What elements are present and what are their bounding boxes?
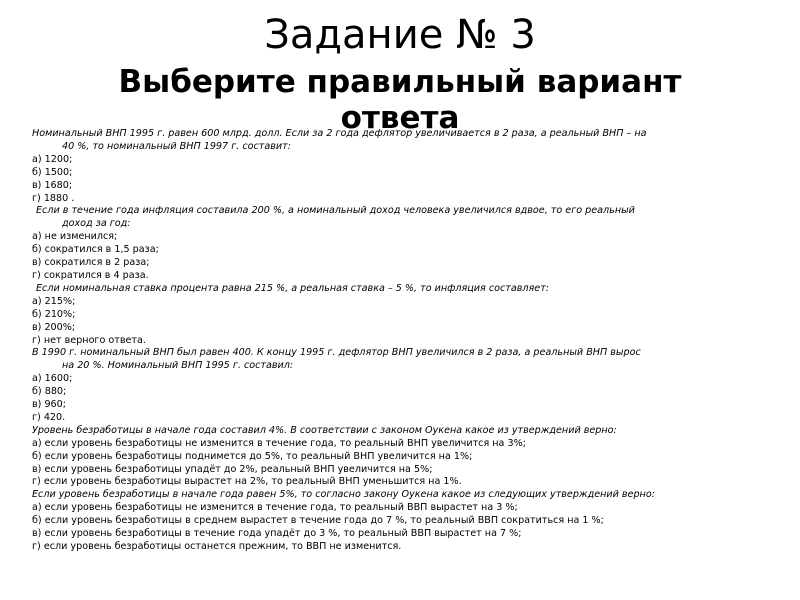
question-2-option-d: г) сократился в 4 раза. [32,269,149,281]
question-4-prompt-line-1: В 1990 г. номинальный ВНП был равен 400. К концу 1995 г. дефлятор ВНП увеличился в 2 раза, а реальный ВНП вырос [32,347,641,359]
question-4-option-b: б) 880; [32,386,67,398]
question-3-prompt: Если номинальная ставка процента равна 215 %, а реальная ставка – 5 %, то инфляция составляет: [36,282,550,294]
question-6-option-c: в) если уровень безработицы в течение года упадёт до 3 %, то реальный ВВП вырастет на 7 %; [32,528,522,540]
question-2-prompt-line-1: Если в течение года инфляция составила 200 %, а номинальный доход человека увеличился вдвое, то его реальный [36,205,635,217]
question-1-option-c: в) 1680; [32,179,73,191]
question-5-option-a: а) если уровень безработицы не изменится в течение года, то реальный ВНП увеличится на 3%; [32,437,526,449]
page-title: Задание № 3 [264,12,536,58]
question-6-option-d: г) если уровень безработицы останется прежним, то ВВП не изменится. [32,541,402,552]
question-6-option-b: б) если уровень безработицы в среднем вырастет в течение года до 7 %, то реальный ВВП сократиться на 1 %; [32,515,604,527]
question-4-prompt-line-2: на 20 %. Номинальный ВНП 1995 г. составил: [62,360,294,372]
question-3-option-a: а) 215%; [32,295,76,307]
question-1-option-d: г) 1880 . [32,192,75,204]
question-5-prompt: Уровень безработицы в начале года составил 4%. В соответствии с законом Оукена какое из утверждений верно: [32,424,617,436]
question-3-option-d: г) нет верного ответа. [32,334,146,346]
question-1-prompt-line-2: 40 %, то номинальный ВНП 1997 г. составит: [62,140,291,152]
subtitle-line-1: Выберите правильный вариант [118,64,682,100]
page-subtitle [0,64,800,136]
question-2-option-c: в) сократился в 2 раза; [32,257,150,269]
question-5-option-c: в) если уровень безработицы упадёт до 2%, реальный ВНП увеличится на 5%; [32,463,433,475]
question-1-option-b: б) 1500; [32,166,73,178]
question-2-option-b: б) сократился в 1,5 раза; [32,244,159,256]
question-6-prompt: Если уровень безработицы в начале года равен 5%, то согласно закону Оукена какое из следующих утверждений верно: [32,489,655,501]
question-4-option-d: г) 420. [32,411,66,423]
subtitle-line-2: ответа [340,100,460,136]
question-2-option-a: а) не изменился; [32,231,118,243]
question-5-option-b: б) если уровень безработицы поднимется до 5%, то реальный ВНП увеличится на 1%; [32,450,473,462]
question-3-option-c: в) 200%; [32,321,76,333]
question-2-prompt-line-2: доход за год: [62,218,131,230]
question-1-prompt-line-1: Номинальный ВНП 1995 г. равен 600 млрд. долл. Если за 2 года дефлятор увеличивается в 2 раза, а реальный ВНП – на [32,128,647,139]
question-4-option-a: а) 1600; [32,373,73,385]
question-4-option-c: в) 960; [32,399,66,411]
question-1-option-a: а) 1200; [32,153,73,165]
task-content [32,128,737,554]
question-6-option-a: а) если уровень безработицы не изменится в течение года, то реальный ВВП вырастет на 3 %; [32,502,518,514]
question-5-option-d: г) если уровень безработицы вырастет на 2%, то реальный ВНП уменьшится на 1%. [32,476,462,488]
question-3-option-b: б) 210%; [32,308,76,320]
